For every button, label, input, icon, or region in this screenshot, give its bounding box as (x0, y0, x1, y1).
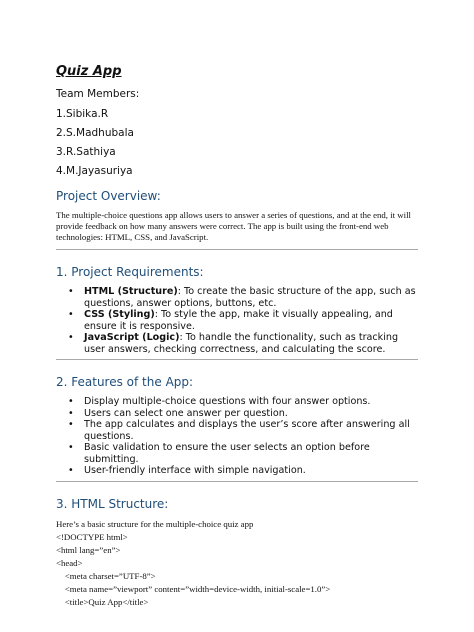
bullet-icon: • (68, 407, 74, 419)
team-member: 4.M.Jayasuriya (56, 165, 133, 177)
requirement-text: : To style the app, make it visually appealing, and ensure it is responsive. (84, 309, 393, 332)
overview-paragraph: The multiple-choice questions app allows users to answer a series of questions, and at the end, it will provide feedback on how many answers were correct. The app is built using the front-end web technologies: HTML, CSS, and JavaScript. (56, 210, 411, 242)
bullet-icon: • (68, 419, 74, 430)
feature-item (68, 465, 418, 477)
team-members-label: Team Members: (56, 88, 140, 100)
feature-item (68, 408, 418, 420)
feature-text: Display multiple-choice questions with four answer options. (84, 396, 371, 407)
code-line: <meta charset=”UTF-8”> (56, 570, 156, 581)
feature-text: User-friendly interface with simple navigation. (84, 465, 306, 476)
team-member: 2.S.Madhubala (56, 127, 134, 139)
code-line: <meta name=”viewport” content=”width=device-width, initial-scale=1.0”> (56, 583, 331, 594)
html-structure-heading: 3. HTML Structure: (56, 496, 169, 511)
feature-item (68, 442, 418, 465)
code-intro: Here’s a basic structure for the multiple-choice quiz app (56, 518, 254, 529)
feature-text: Basic validation to ensure the user selects an option before submitting. (84, 442, 370, 465)
section-divider (56, 359, 418, 360)
requirement-item (68, 286, 418, 309)
requirements-list (56, 286, 418, 355)
feature-item (68, 396, 418, 408)
section-divider (56, 249, 418, 250)
team-member: 3.R.Sathiya (56, 146, 116, 158)
bullet-icon: • (68, 465, 74, 476)
features-list (56, 396, 418, 477)
bullet-icon: • (68, 332, 74, 343)
code-line: <title>Quiz App</title> (56, 596, 149, 607)
requirement-name: CSS (Styling) (84, 309, 155, 320)
requirement-text: : To create the basic structure of the app, such as questions, answer options, buttons, etc. (84, 286, 416, 309)
team-members-list (56, 108, 418, 178)
document-title: Quiz App (56, 64, 122, 79)
features-heading: 2. Features of the App: (56, 375, 194, 389)
requirement-item (68, 309, 418, 332)
requirement-text: : To handle the functionality, such as tracking user answers, checking correctness, and calculating the score. (84, 332, 399, 355)
requirements-heading: 1. Project Requirements: (56, 265, 204, 279)
requirement-name: HTML (Structure) (84, 286, 178, 297)
requirement-name: JavaScript (Logic) (84, 332, 180, 343)
code-line: <!DOCTYPE html> (56, 531, 128, 542)
feature-item (68, 419, 418, 442)
feature-text: The app calculates and displays the user’s score after answering all questions. (84, 419, 410, 442)
code-block (56, 518, 418, 609)
bullet-icon: • (68, 396, 74, 407)
code-line: <html lang=”en”> (56, 544, 121, 555)
code-line: <head> (56, 557, 83, 568)
document-content (56, 60, 418, 609)
feature-text: Users can select one answer per question. (84, 407, 288, 419)
section-divider (56, 481, 418, 482)
overview-heading: Project Overview: (56, 189, 161, 203)
bullet-icon: • (68, 286, 74, 297)
bullet-icon: • (68, 442, 74, 453)
bullet-icon: • (68, 309, 74, 320)
requirement-item (68, 332, 418, 355)
team-member: 1.Sibika.R (56, 108, 109, 120)
